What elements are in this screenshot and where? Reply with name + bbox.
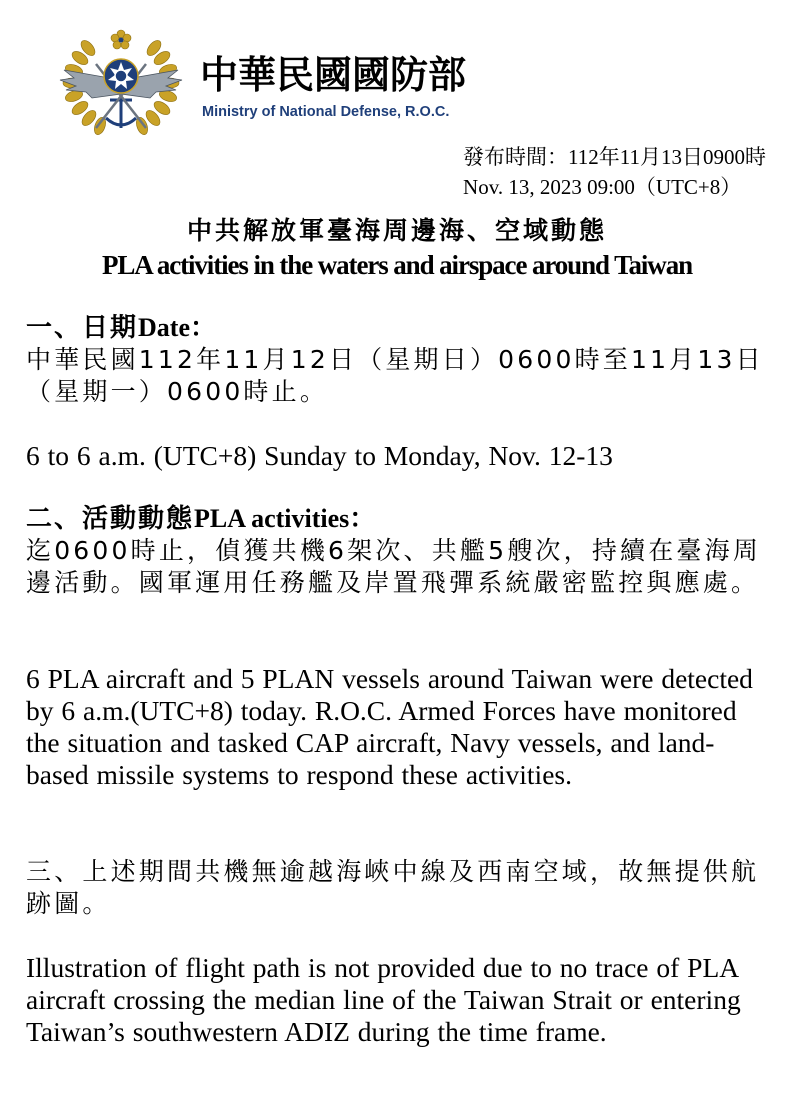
section-flight-path-body-cn: 三、上述期間共機無逾越海峽中線及西南空域，故無提供航跡圖。 <box>26 857 760 918</box>
section-activities-heading-colon: ： <box>349 504 378 534</box>
section-activities-body-cn: 迄0600時止，偵獲共機6架次、共艦5艘次，持續在臺海周邊活動。國軍運用任務艦及岸置飛彈系統嚴密監控與應處。 <box>26 536 762 597</box>
section-date-heading-colon: ： <box>190 313 219 343</box>
org-name-cn: 中華民國國防部 <box>200 53 467 97</box>
section-date-en <box>26 440 776 472</box>
org-name-en: Ministry of National Defense, R.O.C. <box>202 104 450 120</box>
mnd-emblem-icon <box>52 28 190 140</box>
section-activities-en <box>26 663 776 791</box>
section-activities-heading-en: PLA activities <box>194 504 350 533</box>
section-date-body-en: 6 to 6 a.m. (UTC+8) Sunday to Monday, Nov. 12-13 <box>26 440 613 471</box>
page-title-en: PLA activities in the waters and airspace around Taiwan <box>101 250 693 280</box>
section-date-body-cn: 中華民國112年11月12日（星期日）0600時至11月13日（星期一）0600時止。 <box>26 345 764 406</box>
section-activities-heading <box>26 503 776 535</box>
section-flight-path <box>26 856 776 920</box>
section-activities <box>26 503 776 599</box>
section-activities-heading-cn: 二、活動動態 <box>26 504 195 534</box>
section-date <box>26 312 776 408</box>
section-activities-body-en: 6 PLA aircraft and 5 PLAN vessels around Taiwan were detected by 6 a.m.(UTC+8) today. R.O.C. Armed Forces have monitored the situation and tasked CAP aircraft, Navy vessels, and land-based missile systems to respond these activities. <box>26 663 753 790</box>
section-date-heading <box>26 312 776 344</box>
release-time <box>463 142 766 202</box>
section-flight-path-body-en: Illustration of flight path is not provided due to no trace of PLA aircraft crossing the median line of the Taiwan Strait or entering Taiwan’s southwestern ADIZ during the time frame. <box>26 952 741 1047</box>
page-title-cn: 中共解放軍臺海周邊海、空域動態 <box>186 216 607 245</box>
section-date-heading-cn: 一、日期 <box>26 313 139 343</box>
section-flight-path-en <box>26 952 776 1048</box>
release-time-cn: 發布時間：112年11月13日0900時 <box>463 145 766 169</box>
release-time-en: Nov. 13, 2023 09:00（UTC+8） <box>463 175 742 199</box>
section-date-heading-en: Date <box>138 313 190 342</box>
